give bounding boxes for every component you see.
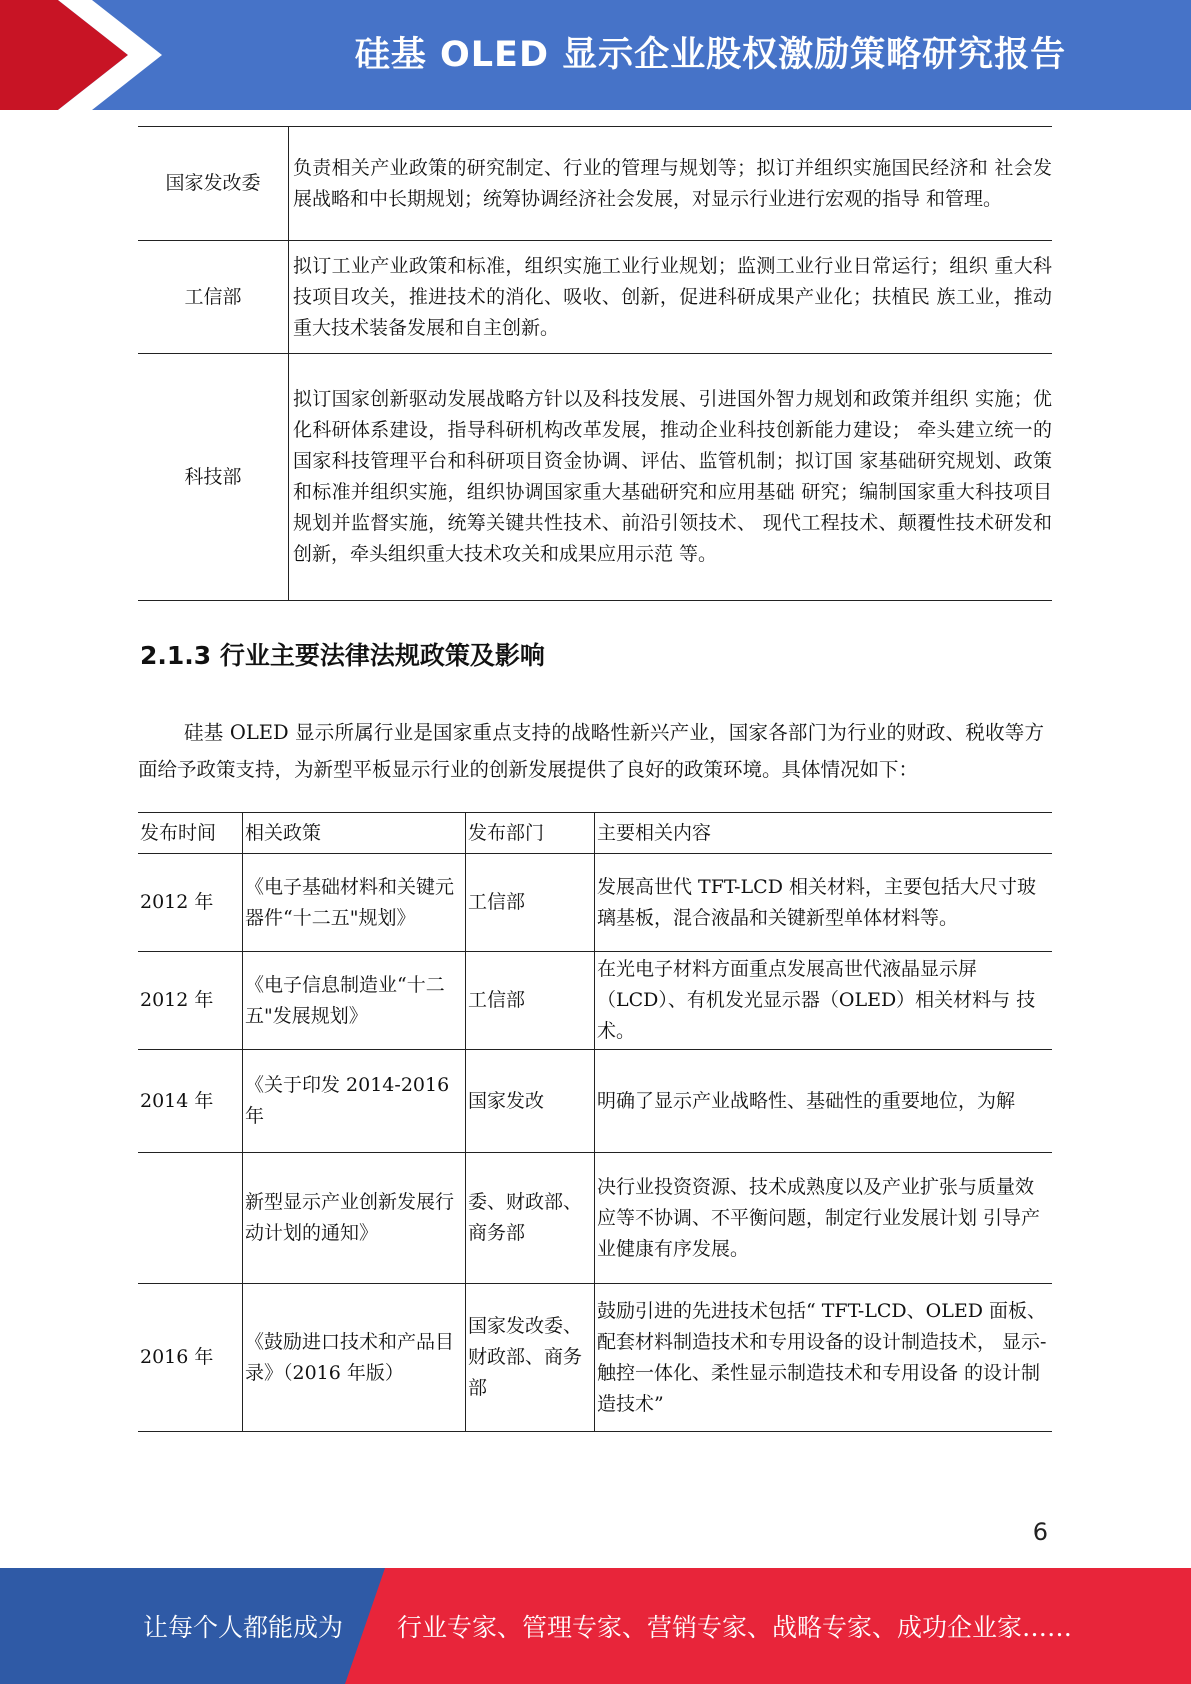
department-description: 拟订国家创新驱动发展战略方针以及科技发展、引进国外智力规划和政策并组织 实施；优化科研体系建设，指导科研机构改革发展，推动企业科技创新能力建设； 牵头建立统一的国家科技管理平台和科研项目资金协调、评估、监管机制；拟订国 家基础研究规划、政策和标准并组织实施，组织协调国家重大基础研究和应用基础 研究；编制国家重大科技项目规划并监督实施，统筹关键共性技术、前沿引领技术、 现代工程技术、颠覆性技术研发和创新，牵头组织重大技术攻关和成果应用示范 等。 [289,354,1053,601]
table-row [138,241,1052,354]
page-header [0,0,1191,110]
table-row [138,127,1052,241]
table-cell: 《电子信息制造业“十二五"发展规划》 [243,952,466,1050]
table-cell: 2012 年 [138,952,243,1050]
department-name: 科技部 [138,354,289,601]
department-name: 工信部 [138,241,289,354]
table-cell: 2012 年 [138,854,243,952]
table-cell: 在光电子材料方面重点发展高世代液晶显示屏（LCD）、有机发光显示器（OLED）相关材料与 技术。 [595,952,1053,1050]
table-row [138,1284,1052,1432]
page-footer [0,1568,1191,1684]
table-cell: 国家发改委、财政部、商务部 [466,1284,595,1432]
table-cell: 2016 年 [138,1284,243,1432]
table-cell: 鼓励引进的先进技术包括“ TFT-LCD、OLED 面板、 配套材料制造技术和专用设备的设计制造技术， 显示-触控一体化、柔性显示制造技术和专用设备 的设计制造技术” [595,1284,1053,1432]
table-cell: 《关于印发 2014-2016 年 [243,1050,466,1153]
table-cell: 发展高世代 TFT-LCD 相关材料，主要包括大尺寸玻璃基板，混合液晶和关键新型单体材料等。 [595,854,1053,952]
column-header: 主要相关内容 [595,813,1053,854]
footer-slogan-right: 行业专家、管理专家、营销专家、战略专家、成功企业家…… [397,1613,1073,1642]
table-cell: 工信部 [466,952,595,1050]
table-cell: 决行业投资资源、技术成熟度以及产业扩张与质量效应等不协调、不平衡问题，制定行业发展计划 引导产业健康有序发展。 [595,1153,1053,1284]
section-paragraph: 硅基 OLED 显示所属行业是国家重点支持的战略性新兴产业，国家各部门为行业的财政、税收等方面给予政策支持，为新型平板显示行业的创新发展提供了良好的政策环境。具体情况如下： [138,721,1044,781]
table-row [138,1050,1052,1153]
table-cell: 工信部 [466,854,595,952]
department-name: 国家发改委 [138,127,289,241]
table-cell: 新型显示产业创新发展行动计划的通知》 [243,1153,466,1284]
table-row [138,1153,1052,1284]
page-number: 6 [1032,1518,1048,1546]
table-cell: 明确了显示产业战略性、基础性的重要地位，为解 [595,1050,1053,1153]
department-description: 拟订工业产业政策和标准，组织实施工业行业规划；监测工业行业日常运行；组织 重大科技项目攻关，推进技术的消化、吸收、创新，促进科研成果产业化；扶植民 族工业，推动重大技术装备发展和自主创新。 [289,241,1053,354]
table-row [138,952,1052,1050]
table-cell [138,1153,243,1284]
table-cell: 委、财政部、商务部 [466,1153,595,1284]
table-cell: 2014 年 [138,1050,243,1153]
report-title: 硅基 OLED 显示企业股权激励策略研究报告 [354,35,1067,75]
table-cell: 《鼓励进口技术和产品目录》（2016 年版） [243,1284,466,1432]
column-header: 发布部门 [466,813,595,854]
column-header: 发布时间 [138,813,243,854]
table-row [138,354,1052,601]
section-heading: 2.1.3 行业主要法律法规政策及影响 [140,641,545,670]
footer-slogan-left: 让每个人都能成为 [143,1613,344,1642]
table-row [138,854,1052,952]
column-header: 相关政策 [243,813,466,854]
table-cell: 国家发改 [466,1050,595,1153]
department-description: 负责相关产业政策的研究制定、行业的管理与规划等；拟订并组织实施国民经济和 社会发展战略和中长期规划；统筹协调经济社会发展，对显示行业进行宏观的指导 和管理。 [289,127,1053,241]
department-responsibility-table [138,126,1052,601]
table-cell: 《电子基础材料和关键元器件“十二五"规划》 [243,854,466,952]
policy-table [138,812,1052,1432]
table-header-row [138,813,1052,854]
